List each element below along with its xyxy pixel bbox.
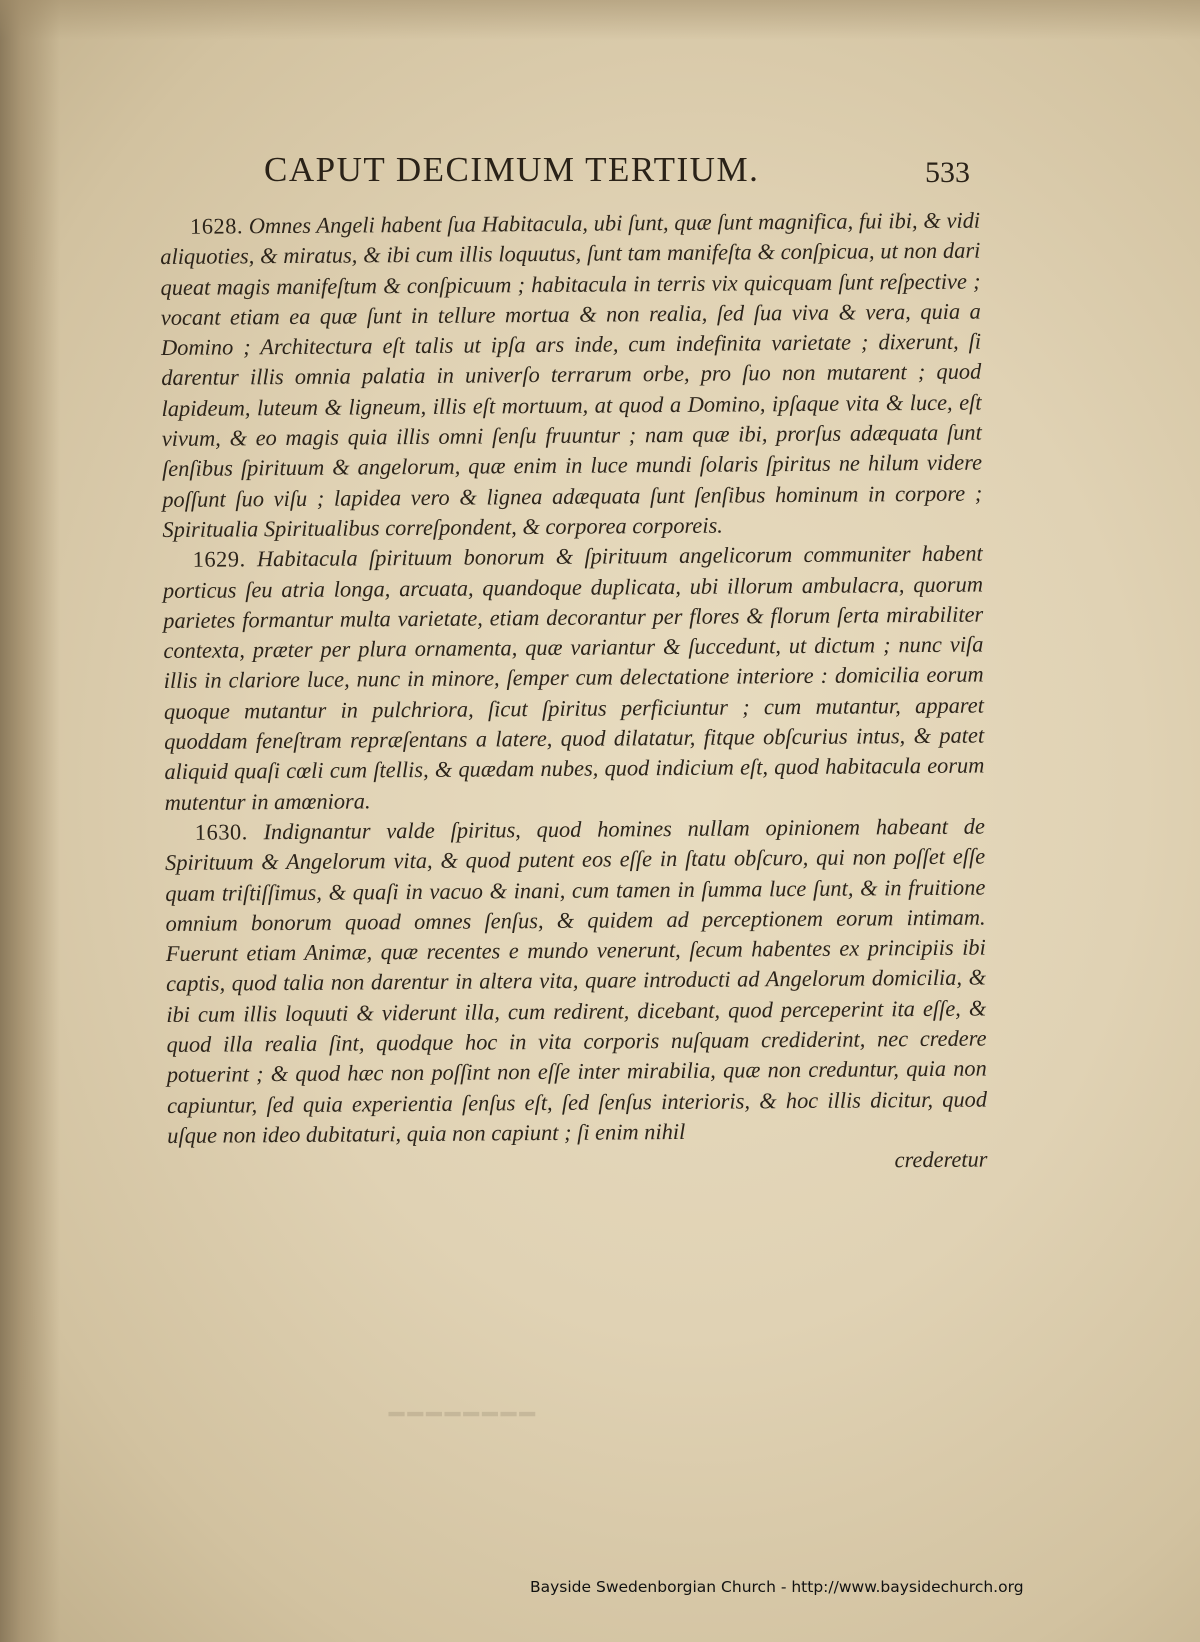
paragraph-1630: [165, 811, 988, 1151]
paragraph-text: Habitacula ſpirituum bonorum & ſpirituum angelicorum communiter habent porticus ſeu atria longa, arcuata, quandoque duplicata, ubi illorum ambulacra, quorum parietes formantur multa varietate, etiam decorantur per flores & florum ſerta mirabiliter contexta, præter per plura ornamenta, quæ variantur & ſuccedunt, ut dictum ; nunc viſa illis in clariore luce, nunc in minore, ſemper cum delectatione interiore : domicilia eorum quoque mutantur in pulchriora, ſicut ſpiritus perficiuntur ; cum mutantur, apparet quoddam feneſtram repræſentans a latere, quod dilatatur, fitque obſcurius intus, & patet aliquid quaſi cœli cum ſtellis, & quædam nubes, quod indicium eſt, quod habitacula eorum mutentur in amœniora.: [162, 540, 985, 815]
show-through-bleed: ━━━━━━━━: [385, 1400, 535, 1429]
paragraph-1629: [163, 539, 985, 818]
paragraph-number: 1629.: [192, 546, 246, 573]
top-edge-shadow: [0, 0, 1200, 40]
paragraph-number: 1630.: [194, 819, 248, 845]
binding-shadow: [0, 0, 60, 1642]
paragraph-text: Omnes Angeli habent ſua Habitacula, ubi ſunt, quæ ſunt magnifica, fui ibi, & vidi aliquoties, & miratus, & ibi cum illis loquutus, ſunt tam manifeſta & conſpicua, ut non dari queat magis manifeſtum & conſpicuum ; habitacula in terris vix quicquam ſunt reſpective ; vocant etiam ea quæ ſunt in tellure mortua & non realia, ſed ſua viva & vera, quia a Domino ; Architectura eſt talis ut ipſa ars inde, cum indefinita varietate ; dixerunt, ſi darentur illis omnia palatia in univerſo terrarum orbe, pro ſuo non mutarent ; quod lapideum, luteum & ligneum, illis eſt mortuum, at quod a Domino, ipſaque vita & luce, eſt vivum, & eo magis quia illis omni ſenſu fruuntur ; nam quæ ibi, prorſus adæquata ſunt ſenſibus ſpirituum & angelorum, quæ enim in luce mundi ſolaris ſpiritus ne hilum videre poſſunt ſuo viſu ; lapidea vero & lignea adæquata ſunt ſenſibus hominum in corpore ; Spiritualia Spiritualibus correſpondent, & corporea corporeis.: [160, 207, 983, 542]
body-text: [160, 206, 988, 1182]
watermark-text: Bayside Swedenborgian Church - http://www.baysidechurch.org: [530, 1578, 1024, 1596]
page-number: 533: [925, 156, 970, 189]
running-head: [160, 150, 980, 200]
paragraph-text: Indignantur valde ſpiritus, quod homines nullam opinionem habeant de Spirituum & Angelorum vita, & quod putent eos eſſe in ſtatu obſcuro, qui non poſſet eſſe quam triſtiſſimus, & quaſi in vacuo & inani, cum tamen in ſumma luce ſunt, & in fruitione omnium bonorum quoad omnes ſenſus, & quidem ad perceptionem eorum intimam. Fuerunt etiam Animæ, quæ recentes e mundo venerunt, ſecum habentes ex principiis ibi captis, quod talia non darentur in altera vita, quare introducti ad Angelorum domicilia, & ibi cum illis loquuti & viderunt illa, cum redirent, dicebant, quod perceperint ita eſſe, & quod illa realia ſint, quodque hoc in vita corporis nuſquam crediderint, nec credere potuerint ; & quod hæc non poſſint non eſſe inter mirabilia, quæ non creduntur, quia non capiuntur, ſed quia experientia ſenſus eſt, ſed ſenſus interioris, & hoc illis dicitur, quod uſque non ideo dubitaturi, quia non capiunt ; ſi enim nihil: [165, 813, 988, 1148]
paragraph-1628: [160, 206, 983, 546]
chapter-title: CAPUT DECIMUM TERTIUM.: [264, 150, 760, 189]
catchword: crederetur: [894, 1146, 988, 1173]
paragraph-number: 1628.: [190, 213, 244, 239]
